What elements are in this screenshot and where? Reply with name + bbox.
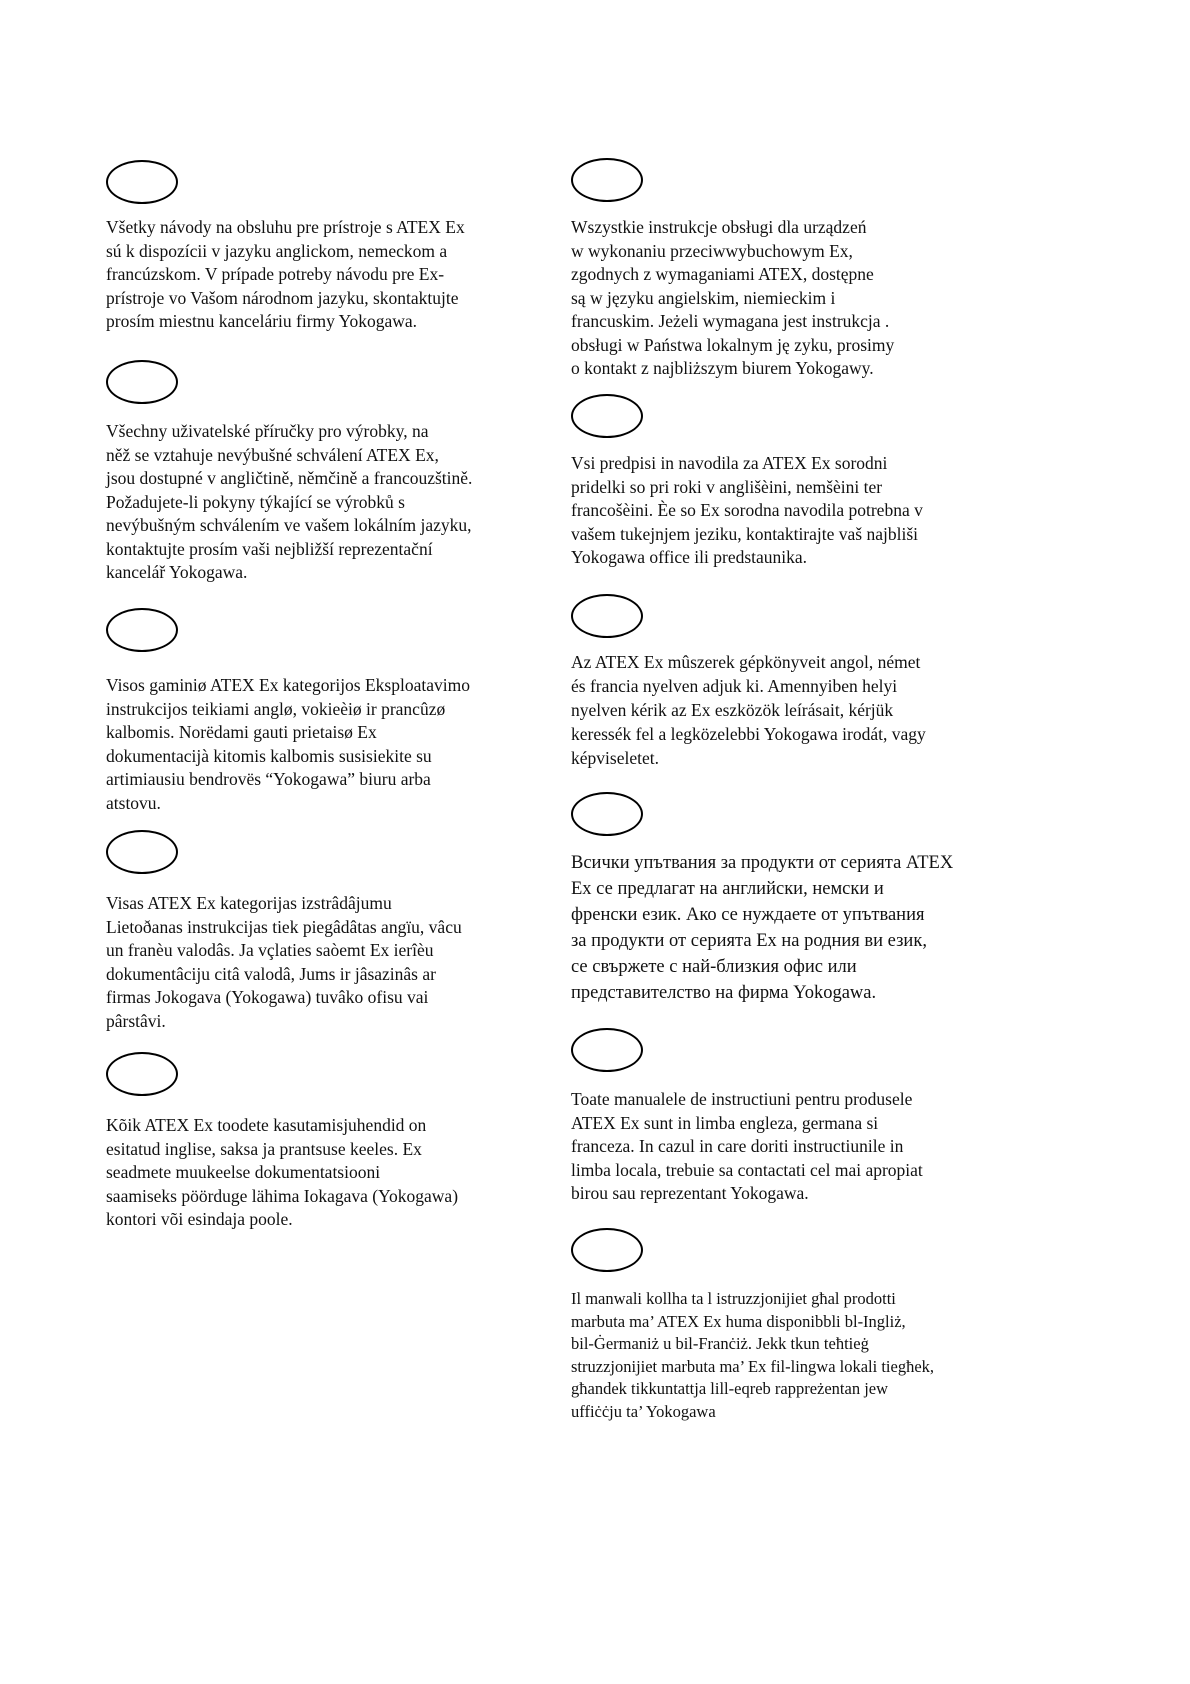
text-line: nyelven kérik az Ex eszközök leírásait, kérjük	[571, 700, 894, 720]
text-line: francúzskom. V prípade potreby návodu pre Ex-	[106, 264, 445, 284]
notice-text	[571, 216, 1031, 381]
notice-block-hungarian	[571, 594, 1031, 770]
text-line: és francia nyelven adjuk ki. Amennyiben helyi	[571, 676, 898, 696]
text-line: dokumentâciju citâ valodâ, Jums ir jâsazinâs ar	[106, 963, 436, 984]
text-line: sú k dispozícii v jazyku anglickom, nemeckom a	[106, 240, 448, 261]
text-line: għandek tikkuntattja lill-eqreb rappreżentan jew	[571, 1379, 889, 1398]
text-line: birou sau reprezentant Yokogawa.	[571, 1183, 809, 1203]
notice-text	[571, 452, 1031, 570]
text-line: o kontakt z najbliższym biurem Yokogawy.	[571, 358, 874, 378]
text-line: Vsi predpisi in navodila za ATEX Ex sorodni	[571, 453, 888, 473]
text-line: seadmete muukeelse dokumentatsiooni	[106, 1162, 381, 1182]
text-line: Ex се предлагат на английски, немски и	[571, 879, 884, 899]
notice-block-polish	[571, 158, 1031, 381]
text-line: obsługi w Państwa lokalnym ję zyku, prosimy	[571, 334, 895, 355]
text-line: Az ATEX Ex mûszerek gépkönyveit angol, német	[571, 652, 921, 672]
text-line: pârstâvi.	[106, 1010, 166, 1031]
text-line: są w języku angielskim, niemieckim i	[571, 287, 836, 308]
notice-text	[571, 650, 1031, 770]
text-line: Toate manualele de instructiuni pentru produsele	[571, 1089, 913, 1109]
text-line: marbuta ma’ ATEX Ex huma disponibbli bl-Ingliż,	[571, 1311, 906, 1331]
notice-block-maltese	[571, 1228, 1051, 1423]
text-line: Všetky návody na obsluhu pre prístroje s ATEX Ex	[106, 217, 465, 237]
notice-block-lithuanian	[106, 608, 566, 815]
text-line: jsou dostupné v angličtině, němčině a francouzštině.	[106, 468, 473, 488]
language-flag-oval	[106, 1052, 178, 1096]
text-line: saamiseks pöörduge lähima Iokagava (Yokogawa)	[106, 1185, 459, 1206]
text-line: за продукти от серията Ex на родния ви език,	[571, 931, 927, 951]
text-line: kontaktujte prosím vaši nejbližší reprezentační	[106, 538, 433, 559]
text-line: francuskim. Jeżeli wymagana jest instrukcja .	[571, 311, 890, 331]
text-line: Visos gaminiø ATEX Ex kategorijos Eksploatavimo	[106, 675, 470, 695]
notice-block-latvian	[106, 830, 566, 1033]
notice-text	[106, 1114, 566, 1232]
text-line: prosím miestnu kanceláriu firmy Yokogawa.	[106, 311, 418, 331]
language-flag-oval	[106, 608, 178, 652]
text-line: uffiċċju ta’ Yokogawa	[571, 1401, 716, 1421]
text-line: prístroje vo Vašom národnom jazyku, skontaktujte	[106, 287, 459, 308]
text-line: keressék fel a legközelebbi Yokogawa irodát, vagy	[571, 724, 926, 744]
text-line: ATEX Ex sunt in limba engleza, germana si	[571, 1112, 879, 1133]
notice-text	[106, 420, 566, 585]
notice-block-slovenian	[571, 394, 1031, 570]
text-line: pridelki so pri roki v anglišèini, nemšèini ter	[571, 476, 883, 497]
text-line: franceza. In cazul in care doriti instructiunile in	[571, 1136, 904, 1156]
text-line: Kõik ATEX Ex toodete kasutamisjuhendid on	[106, 1115, 427, 1135]
notice-text	[106, 674, 566, 815]
language-flag-oval	[571, 594, 643, 638]
text-line: bil-Ġermaniż u bil-Franċiż. Jekk tkun teħtieġ	[571, 1334, 869, 1353]
text-line: kalbomis. Norëdami gauti prietaisø Ex	[106, 722, 377, 742]
notice-block-slovak	[106, 160, 566, 334]
text-line: dokumentacijà kitomis kalbomis susisiekite su	[106, 745, 432, 766]
text-line: Lietoðanas instrukcijas tiek piegâdâtas angïu, vâcu	[106, 916, 462, 937]
notice-block-estonian	[106, 1052, 566, 1232]
text-line: atstovu.	[106, 792, 161, 813]
text-line: Yokogawa office ili predstaunika.	[571, 547, 808, 567]
language-flag-oval	[571, 792, 643, 836]
language-flag-oval	[571, 1028, 643, 1072]
notice-text	[571, 850, 1131, 1006]
text-line: Visas ATEX Ex kategorijas izstrâdâjumu	[106, 893, 392, 913]
notice-block-czech	[106, 360, 566, 585]
text-line: zgodnych z wymaganiami ATEX, dostępne	[571, 264, 874, 284]
text-line: firmas Jokogava (Yokogawa) tuvâko ofisu vai	[106, 987, 429, 1007]
text-line: kontori või esindaja poole.	[106, 1209, 293, 1229]
text-line: něž se vztahuje nevýbušné schválení ATEX Ex,	[106, 444, 439, 465]
text-line: Požadujete-li pokyny týkající se výrobků s	[106, 491, 405, 512]
text-line: представителство на фирма Yokogawa.	[571, 983, 877, 1003]
language-flag-oval	[571, 158, 643, 202]
notice-block-bulgarian	[571, 792, 1131, 1006]
language-flag-oval	[571, 394, 643, 438]
notice-text	[571, 1288, 1051, 1423]
notice-block-romanian	[571, 1028, 1031, 1206]
text-line: Wszystkie instrukcje obsługi dla urządzeń	[571, 217, 867, 237]
notice-text	[571, 1088, 1031, 1206]
language-flag-oval	[106, 360, 178, 404]
text-line: Всички упътвания за продукти от серията ATEX	[571, 853, 954, 873]
text-line: vašem tukejnjem jeziku, kontaktirajte vaš najbliši	[571, 523, 918, 544]
text-line: nevýbušným schválením ve vašem lokálním jazyku,	[106, 515, 472, 535]
language-flag-oval	[571, 1228, 643, 1272]
text-line: Il manwali kollha ta l istruzzjonijiet għal prodotti	[571, 1289, 896, 1308]
text-line: се свържете с най-близкия офис или	[571, 957, 857, 977]
notice-text	[106, 892, 566, 1033]
language-flag-oval	[106, 160, 178, 204]
text-line: képviseletet.	[571, 748, 659, 768]
text-line: instrukcijos teikiami anglø, vokieèiø ir prancûzø	[106, 698, 446, 719]
text-line: artimiausiu bendrovës “Yokogawa” biuru arba	[106, 769, 431, 789]
text-line: francošèini. Èe so Ex sorodna navodila potrebna v	[571, 500, 923, 520]
text-line: struzzjonijiet marbuta ma’ Ex fil-lingwa lokali tiegħek,	[571, 1356, 935, 1376]
text-line: esitatud inglise, saksa ja prantsuse keeles. Ex	[106, 1138, 422, 1159]
text-line: limba locala, trebuie sa contactati cel mai apropiat	[571, 1159, 923, 1180]
notice-text	[106, 216, 566, 334]
text-line: kancelář Yokogawa.	[106, 562, 248, 582]
text-line: Všechny uživatelské příručky pro výrobky, na	[106, 421, 429, 441]
text-line: un franèu valodâs. Ja vçlaties saòemt Ex ierîèu	[106, 940, 434, 960]
text-line: френски език. Ако се нуждаете от упътвания	[571, 905, 925, 925]
text-line: w wykonaniu przeciwwybuchowym Ex,	[571, 240, 853, 261]
language-flag-oval	[106, 830, 178, 874]
